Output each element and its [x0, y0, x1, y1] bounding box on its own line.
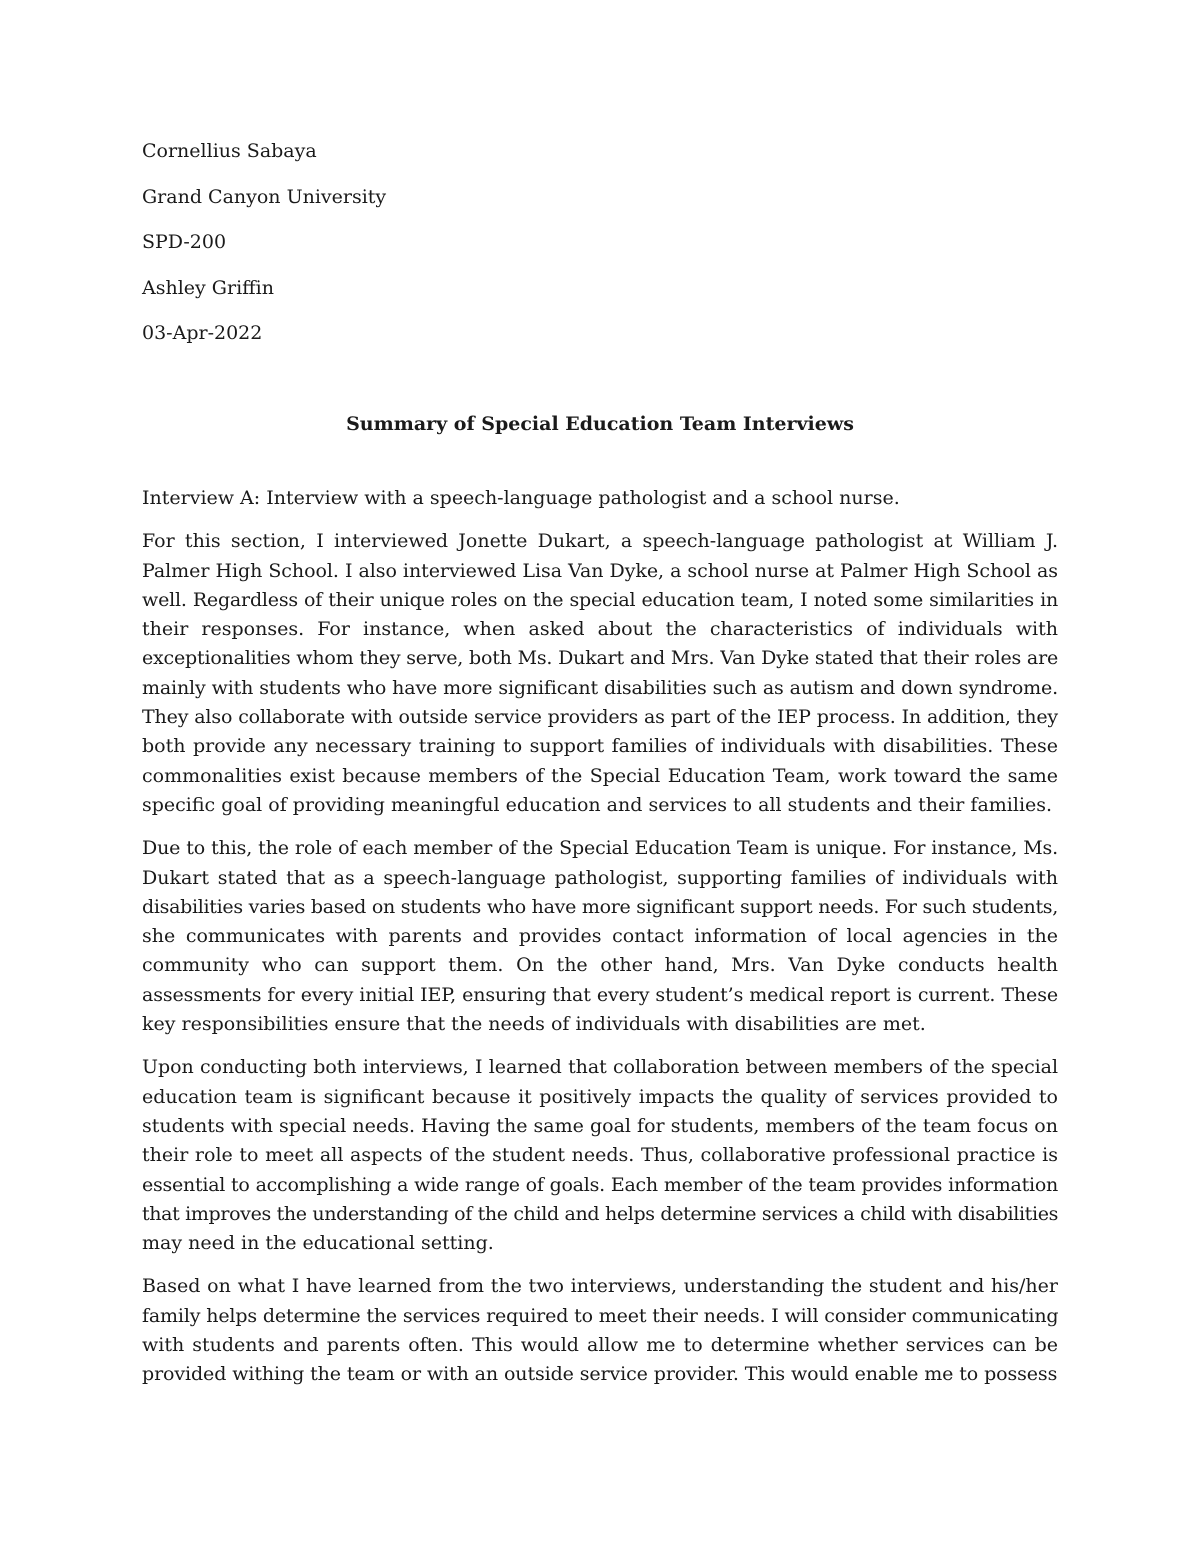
text-line: specific goal of providing meaningful education and services to all students and their families.	[142, 793, 1053, 816]
paragraph	[142, 484, 1058, 513]
text-line: family helps determine the services required to meet their needs. I will consider communicating	[142, 1304, 1059, 1327]
text-line: assessments for every initial IEP, ensuring that every student’s medical report is current. These	[142, 983, 1058, 1006]
text-line: exceptionalities whom they serve, both Ms. Dukart and Mrs. Van Dyke stated that their roles are	[142, 647, 1058, 670]
text-line: well. Regardless of their unique roles on the special education team, I noted some similarities in	[142, 588, 1058, 611]
author-name: Cornellius Sabaya	[142, 140, 317, 162]
text-line: mainly with students who have more significant disabilities such as autism and down syndrome.	[142, 676, 1058, 699]
paragraph	[142, 1053, 1058, 1258]
text-line: that improves the understanding of the child and helps determine services a child with disabilities	[142, 1202, 1058, 1225]
text-line: Due to this, the role of each member of the Special Education Team is unique. For instance, Ms.	[142, 837, 1058, 860]
course-code: SPD-200	[142, 231, 227, 253]
header-block	[142, 140, 1062, 368]
submission-date: 03-Apr-2022	[142, 322, 263, 344]
text-line: commonalities exist because members of the Special Education Team, work toward the same	[142, 764, 1058, 787]
text-line: education team is significant because it positively impacts the quality of services provided to	[142, 1085, 1058, 1108]
text-line: Interview A: Interview with a speech-language pathologist and a school nurse.	[142, 487, 900, 509]
text-line: Based on what I have learned from the two interviews, understanding the student and his/her	[142, 1275, 1058, 1298]
text-line: with students and parents often. This would allow me to determine whether services can be	[142, 1334, 1058, 1357]
text-line: their role to meet all aspects of the student needs. Thus, collaborative professional practice is	[142, 1144, 1058, 1167]
paragraph	[142, 1272, 1058, 1389]
text-line: disabilities varies based on students who have more significant support needs. For such students,	[142, 895, 1058, 918]
text-line: community who can support them. On the other hand, Mrs. Van Dyke conducts health	[142, 954, 1058, 977]
body-text	[142, 484, 1058, 1404]
text-line: she communicates with parents and provides contact information of local agencies in the	[142, 925, 1058, 948]
instructor-name: Ashley Griffin	[142, 276, 274, 299]
text-line: For this section, I interviewed Jonette Dukart, a speech-language pathologist at William J.	[142, 530, 1058, 553]
text-line: their responses. For instance, when asked about the characteristics of individuals with	[142, 618, 1058, 641]
paragraph	[142, 834, 1058, 1039]
text-line: Palmer High School. I also interviewed Lisa Van Dyke, a school nurse at Palmer High School as	[142, 559, 1058, 582]
document-title: Summary of Special Education Team Interviews	[346, 413, 854, 435]
text-line: Upon conducting both interviews, I learned that collaboration between members of the special	[142, 1056, 1058, 1079]
text-line: They also collaborate with outside service providers as part of the IEP process. In addition, they	[142, 706, 1058, 729]
text-line: essential to accomplishing a wide range of goals. Each member of the team provides information	[142, 1173, 1058, 1196]
text-line: both provide any necessary training to support families of individuals with disabilities. These	[142, 735, 1058, 758]
institution-name: Grand Canyon University	[142, 185, 387, 208]
paragraph	[142, 527, 1058, 820]
text-line: may need in the educational setting.	[142, 1232, 494, 1255]
text-line: students with special needs. Having the same goal for students, members of the team focus on	[142, 1114, 1058, 1137]
text-line: provided withing the team or with an outside service provider. This would enable me to possess	[142, 1363, 1058, 1386]
text-line: Dukart stated that as a speech-language pathologist, supporting families of individuals with	[142, 866, 1058, 889]
text-line: key responsibilities ensure that the needs of individuals with disabilities are met.	[142, 1013, 926, 1036]
